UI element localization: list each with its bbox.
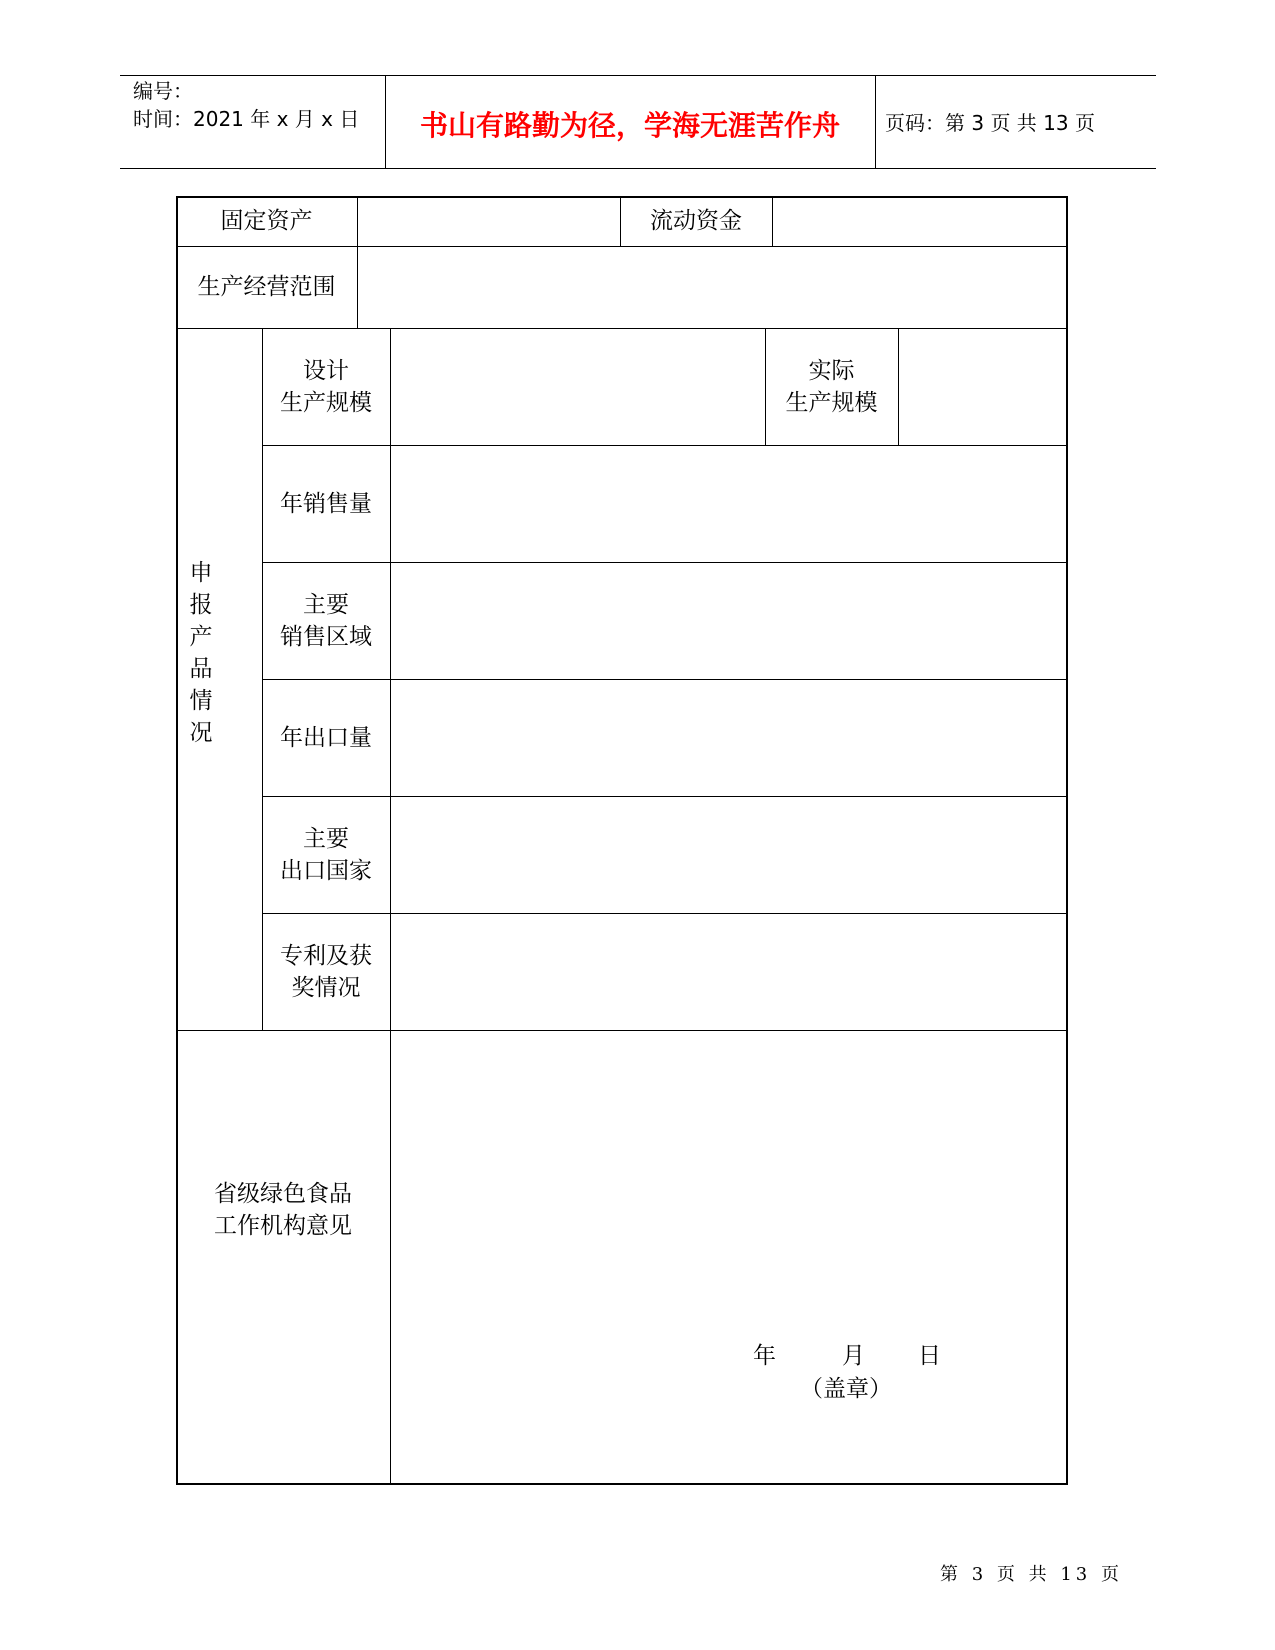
main-sales-region-label: 主要 销售区域 bbox=[280, 591, 372, 650]
provincial-opinion-label: 省级绿色食品 工作机构意见 bbox=[214, 1181, 352, 1239]
actual-capacity-field[interactable] bbox=[899, 329, 1066, 445]
fixed-assets-label: 固定资产 bbox=[220, 208, 313, 234]
business-scope-label: 生产经营范围 bbox=[197, 274, 336, 300]
main-export-country-field[interactable] bbox=[391, 797, 1066, 913]
footer-page-number: 第 3 页 共 13 页 bbox=[940, 1564, 1123, 1585]
header-time-label: 时间：2021 年 x 月 x 日 bbox=[133, 107, 360, 131]
header-divider-right bbox=[875, 75, 876, 168]
annual-export-field[interactable] bbox=[391, 680, 1066, 796]
annual-sales-label: 年销售量 bbox=[280, 490, 372, 517]
main-export-country-label: 主要 出口国家 bbox=[280, 825, 372, 884]
patents-awards-field[interactable] bbox=[391, 914, 1066, 1030]
working-capital-label: 流动资金 bbox=[650, 208, 742, 234]
header-top-rule bbox=[120, 75, 1156, 76]
patents-awards-label: 专利及获 奖情况 bbox=[280, 942, 372, 1001]
fixed-assets-field[interactable] bbox=[358, 197, 620, 246]
product-section-char: 况 bbox=[189, 720, 213, 746]
product-section-char: 情 bbox=[189, 688, 213, 714]
working-capital-field[interactable] bbox=[773, 197, 1066, 246]
product-section-char: 申 bbox=[189, 560, 213, 586]
provincial-opinion-field[interactable] bbox=[391, 1031, 1066, 1483]
business-scope-field[interactable] bbox=[358, 247, 1066, 328]
table-bottom-border bbox=[176, 1483, 1068, 1485]
product-section-char: 品 bbox=[189, 656, 213, 682]
main-sales-region-field[interactable] bbox=[391, 563, 1066, 679]
actual-capacity-label: 实际 生产规模 bbox=[785, 357, 878, 416]
date-year-label: 年 bbox=[753, 1343, 776, 1369]
product-section-char: 报 bbox=[189, 592, 213, 618]
product-section-label bbox=[187, 557, 215, 749]
header-page-label: 页码：第 3 页 共 13 页 bbox=[885, 111, 1095, 135]
product-section-char: 产 bbox=[189, 624, 213, 650]
table-right-border bbox=[1066, 196, 1068, 1485]
seal-label: （盖章） bbox=[800, 1376, 892, 1402]
annual-sales-field[interactable] bbox=[391, 446, 1066, 562]
header-number-label: 编号： bbox=[133, 79, 193, 103]
design-capacity-label: 设计 生产规模 bbox=[280, 357, 372, 416]
header-motto: 书山有路勤为径，学海无涯苦作舟 bbox=[419, 109, 840, 142]
annual-export-label: 年出口量 bbox=[280, 724, 372, 751]
date-month-label: 月 bbox=[842, 1343, 865, 1369]
date-day-label: 日 bbox=[918, 1343, 941, 1369]
header-bottom-rule bbox=[120, 168, 1156, 169]
design-capacity-field[interactable] bbox=[391, 329, 765, 445]
